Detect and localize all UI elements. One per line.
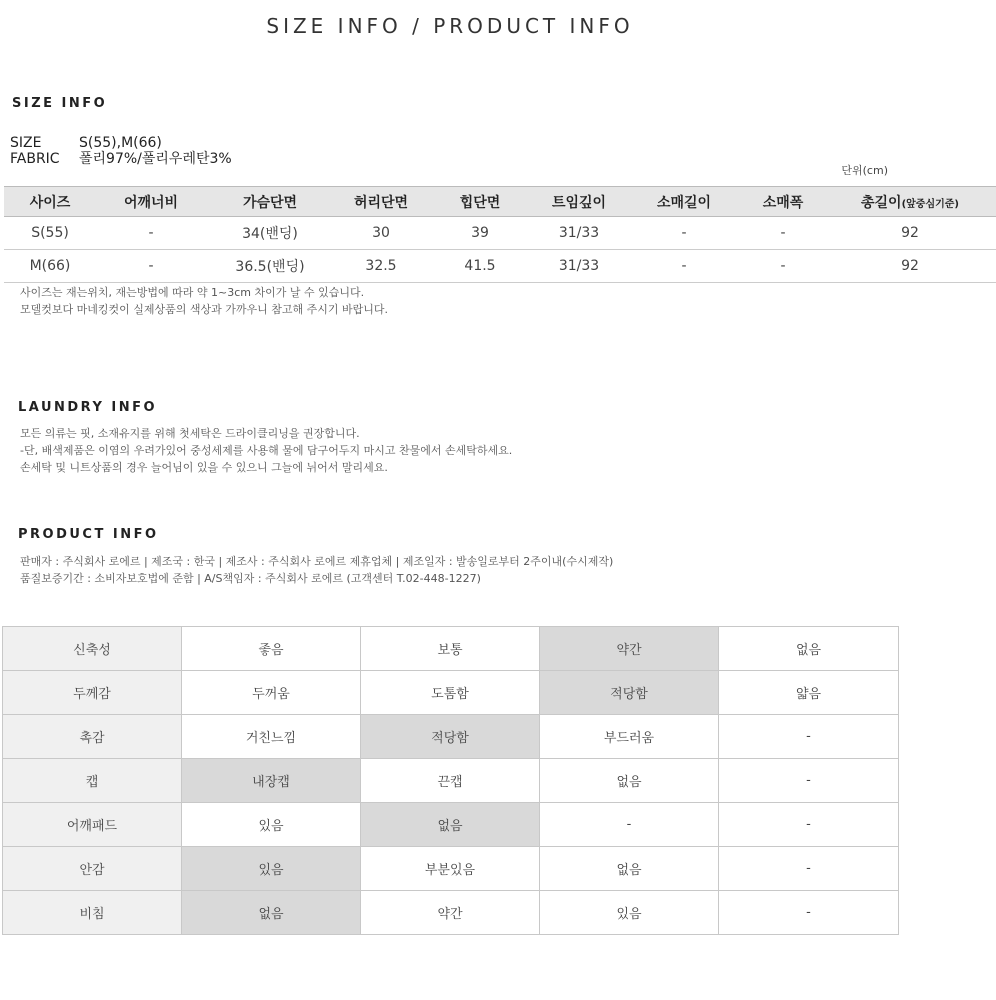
col-waist: 허리단면 <box>334 187 428 217</box>
table-cell: 30 <box>334 217 428 250</box>
size-notes <box>20 284 388 318</box>
laundry-notes <box>20 425 512 476</box>
col-total-length <box>824 187 996 217</box>
table-cell: 92 <box>824 250 996 283</box>
table-cell: - <box>96 250 206 283</box>
table-cell: 41.5 <box>428 250 532 283</box>
size-value: S(55),M(66) <box>79 135 162 151</box>
property-label: 촉감 <box>3 715 182 759</box>
product-line: 품질보증기간 : 소비자보호법에 준함 | A/S책임자 : 주식회사 로에르 (고객센터 T.02-448-1227) <box>20 572 481 585</box>
property-option: 없음 <box>719 627 899 671</box>
property-option-selected: 적당함 <box>540 671 719 715</box>
col-hip: 힙단면 <box>428 187 532 217</box>
property-option: 없음 <box>540 847 719 891</box>
property-option: - <box>719 759 899 803</box>
property-option: 부분있음 <box>361 847 540 891</box>
property-option: 보통 <box>361 627 540 671</box>
property-row <box>3 803 899 847</box>
table-cell: 32.5 <box>334 250 428 283</box>
size-table-header <box>4 187 996 217</box>
property-option-selected: 없음 <box>361 803 540 847</box>
col-total-length-suffix: (앞중심기준) <box>901 198 960 210</box>
property-option: - <box>719 847 899 891</box>
size-table <box>4 186 996 283</box>
col-slit: 트임깊이 <box>532 187 626 217</box>
table-row <box>4 250 996 283</box>
laundry-line: -단, 배색제품은 이염의 우려가있어 중성세제를 사용해 물에 담구어두지 마시고 찬물에서 손세탁하세요. <box>20 444 513 457</box>
property-row <box>3 847 899 891</box>
property-option-selected: 내장캡 <box>182 759 361 803</box>
product-info-heading: PRODUCT INFO <box>18 527 159 542</box>
property-option: - <box>540 803 719 847</box>
table-cell: - <box>96 217 206 250</box>
property-row <box>3 715 899 759</box>
property-option: 끈캡 <box>361 759 540 803</box>
col-total-length-label: 총길이 <box>860 194 902 211</box>
size-spec <box>10 135 162 151</box>
property-label: 캡 <box>3 759 182 803</box>
property-label: 안감 <box>3 847 182 891</box>
table-cell: 39 <box>428 217 532 250</box>
property-label: 신축성 <box>3 627 182 671</box>
property-label: 두께감 <box>3 671 182 715</box>
fabric-label: FABRIC <box>10 151 60 167</box>
property-row <box>3 627 899 671</box>
property-option: 거친느낌 <box>182 715 361 759</box>
property-option: - <box>719 891 899 935</box>
property-option: 없음 <box>540 759 719 803</box>
property-label: 어깨패드 <box>3 803 182 847</box>
property-table <box>2 626 899 935</box>
property-option-selected: 약간 <box>540 627 719 671</box>
product-notes <box>20 553 613 587</box>
col-sleeve-length: 소매길이 <box>626 187 742 217</box>
property-option: 좋음 <box>182 627 361 671</box>
size-info-heading: SIZE INFO <box>12 96 108 111</box>
property-option-selected: 있음 <box>182 847 361 891</box>
table-cell: 31/33 <box>532 250 626 283</box>
col-size: 사이즈 <box>4 187 96 217</box>
table-cell: - <box>742 250 824 283</box>
table-cell: 31/33 <box>532 217 626 250</box>
property-option-selected: 없음 <box>182 891 361 935</box>
size-note-line: 사이즈는 재는위치, 재는방법에 따라 약 1~3cm 차이가 날 수 있습니다. <box>20 286 365 299</box>
laundry-line: 모든 의류는 핏, 소재유지를 위해 첫세탁은 드라이클리닝을 권장합니다. <box>20 427 360 440</box>
laundry-info-heading: LAUNDRY INFO <box>18 400 158 415</box>
table-cell: S(55) <box>4 217 96 250</box>
table-cell: - <box>626 217 742 250</box>
property-option: - <box>719 715 899 759</box>
property-option: 있음 <box>182 803 361 847</box>
table-cell: 34(밴딩) <box>206 217 334 250</box>
size-label: SIZE <box>10 135 42 151</box>
fabric-value: 폴리97%/폴리우레탄3% <box>79 151 232 167</box>
col-sleeve-width: 소매폭 <box>742 187 824 217</box>
property-row <box>3 759 899 803</box>
property-option-selected: 적당함 <box>361 715 540 759</box>
property-option: 있음 <box>540 891 719 935</box>
unit-label: 단위(cm) <box>841 164 888 177</box>
property-label: 비침 <box>3 891 182 935</box>
property-option: 두꺼움 <box>182 671 361 715</box>
fabric-spec <box>10 151 232 167</box>
property-row <box>3 671 899 715</box>
table-cell: - <box>742 217 824 250</box>
page-title: SIZE INFO / PRODUCT INFO <box>266 14 634 38</box>
col-chest: 가슴단면 <box>206 187 334 217</box>
table-cell: M(66) <box>4 250 96 283</box>
property-option: 약간 <box>361 891 540 935</box>
property-option: 부드러움 <box>540 715 719 759</box>
product-line: 판매자 : 주식회사 로에르 | 제조국 : 한국 | 제조사 : 주식회사 로에르 제휴업체 | 제조일자 : 발송일로부터 2주이내(수시제작) <box>20 555 614 568</box>
table-cell: 92 <box>824 217 996 250</box>
table-row <box>4 217 996 250</box>
property-option: 얇음 <box>719 671 899 715</box>
property-option: - <box>719 803 899 847</box>
table-cell: - <box>626 250 742 283</box>
size-note-line: 모델컷보다 마네킹컷이 실제상품의 색상과 가까우니 참고해 주시기 바랍니다. <box>20 303 389 316</box>
table-cell: 36.5(밴딩) <box>206 250 334 283</box>
col-shoulder: 어깨너비 <box>96 187 206 217</box>
property-row <box>3 891 899 935</box>
property-option: 도톰함 <box>361 671 540 715</box>
laundry-line: 손세탁 및 니트상품의 경우 늘어님이 있을 수 있으니 그늘에 뉘어서 말리세요. <box>20 461 388 474</box>
